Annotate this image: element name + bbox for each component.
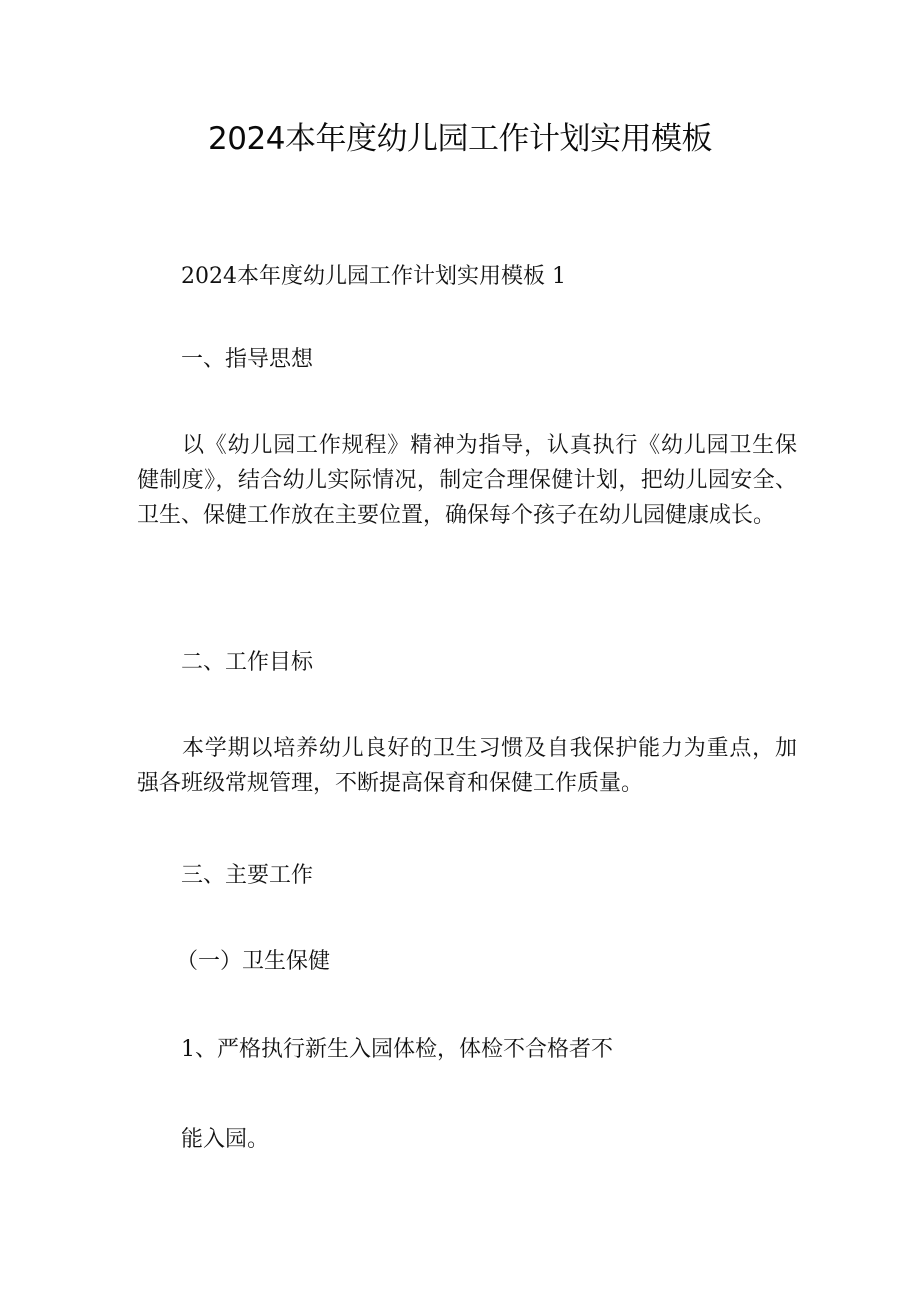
paragraph-guiding-ideology: 以《幼儿园工作规程》精神为指导，认真执行《幼儿园卫生保健制度》，结合幼儿实际情况，制定合理保健计划，把幼儿园安全、卫生、保健工作放在主要位置，确保每个孩子在幼儿园健康成长。 bbox=[137, 433, 797, 528]
section-heading-work-goals: 二、工作目标 bbox=[181, 650, 314, 675]
list-item-line: 能入园。 bbox=[181, 1127, 270, 1152]
document-subtitle: 2024本年度幼儿园工作计划实用模板 1 bbox=[181, 264, 566, 289]
list-item-line: 1、严格执行新生入园体检，体检不合格者不 bbox=[181, 1037, 613, 1062]
section-heading-guiding-ideology: 一、指导思想 bbox=[181, 347, 314, 372]
paragraph-work-goals: 本学期以培养幼儿良好的卫生习惯及自我保护能力为重点，加强各班级常规管理，不断提高保育和保健工作质量。 bbox=[137, 736, 797, 796]
document-title: 2024本年度幼儿园工作计划实用模板 bbox=[208, 121, 712, 157]
subsection-heading-health-care: （一）卫生保健 bbox=[176, 949, 331, 974]
section-heading-main-work: 三、主要工作 bbox=[181, 863, 314, 888]
